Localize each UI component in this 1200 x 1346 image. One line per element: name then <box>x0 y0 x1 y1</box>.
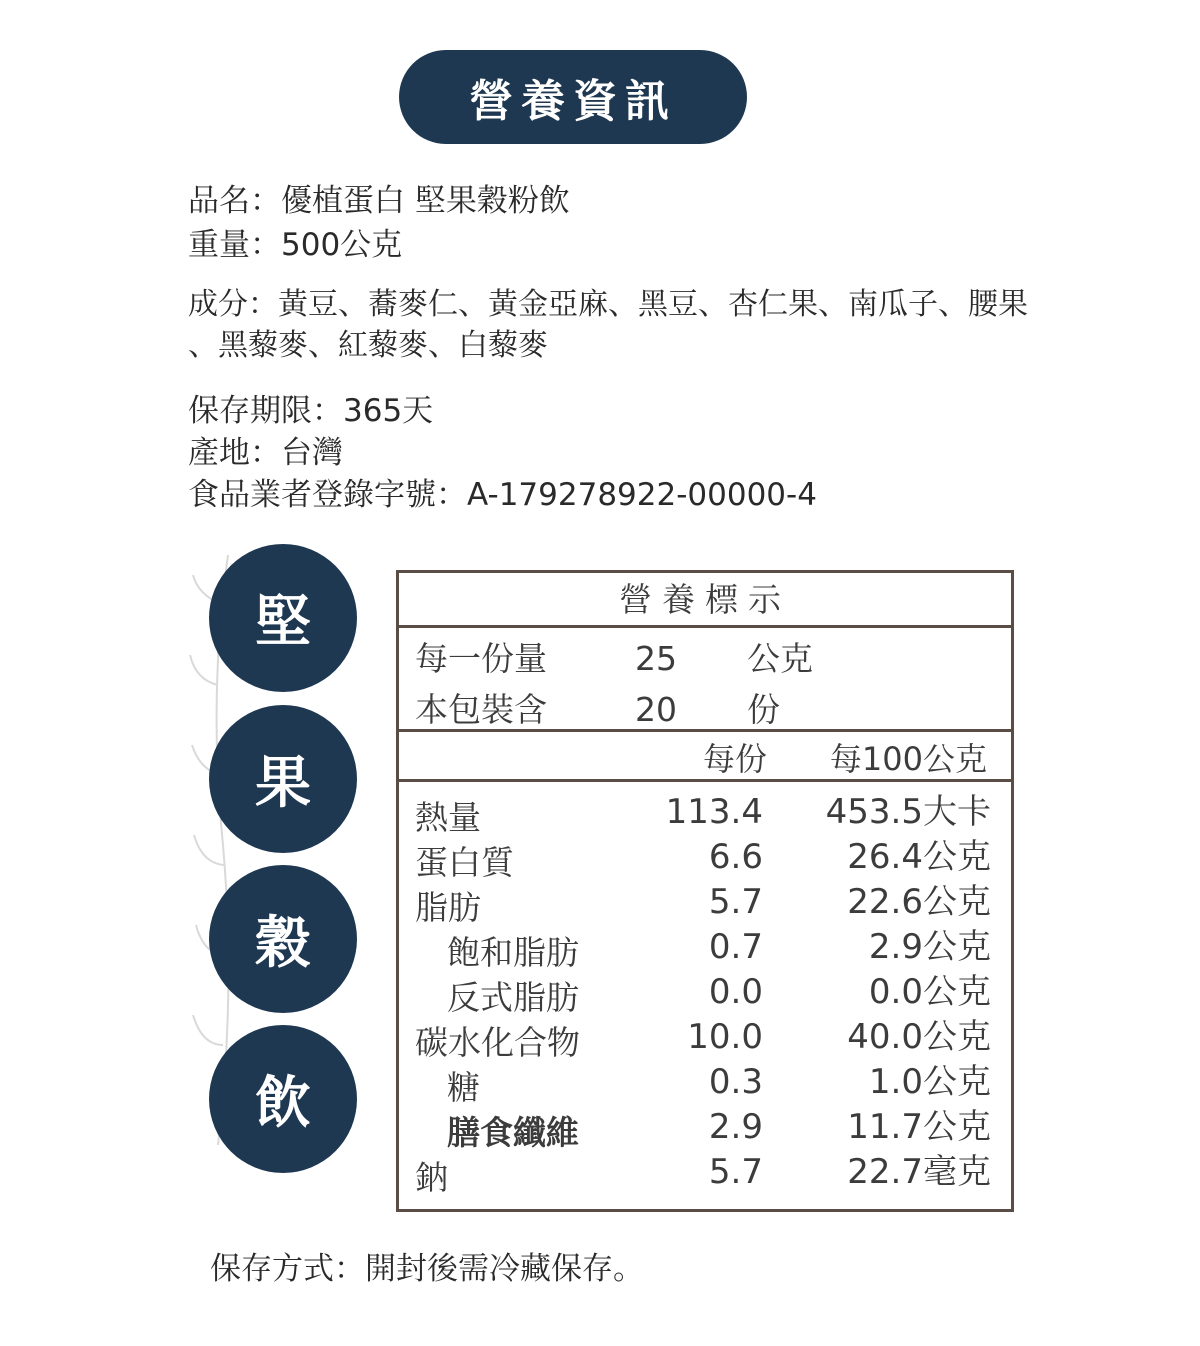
badge-fruit: 果 <box>209 705 357 853</box>
serving-size-unit: 公克 <box>747 639 813 678</box>
nutrition-table-title: 營養標示 <box>619 580 791 619</box>
nutrient-per-100g-saturated-fat: 2.9公克 <box>868 927 991 967</box>
nutrient-per-100g-trans-fat: 0.0公克 <box>868 972 991 1012</box>
column-per-serving: 每份 <box>702 740 767 778</box>
badge-drink: 飲 <box>209 1025 357 1173</box>
ingredients <box>188 284 1038 366</box>
nutrient-label-energy: 熱量 <box>415 798 481 837</box>
servings-per-pack-label: 本包裝含 <box>415 690 547 729</box>
nutrient-per-serving-carbohydrate: 10.0 <box>687 1017 763 1057</box>
origin: 產地：台灣 <box>188 435 343 471</box>
nutrient-per-100g-carbohydrate: 40.0公克 <box>847 1017 991 1057</box>
nutrient-label-sugar: 糖 <box>447 1068 480 1107</box>
nutrient-per-serving-fat: 5.7 <box>708 882 763 922</box>
column-per-100g: 每100公克 <box>829 740 987 778</box>
badge-nut: 堅 <box>209 544 357 692</box>
ingredients-line-2: 、黑藜麥、紅藜麥、白藜麥 <box>188 328 548 363</box>
divider <box>399 729 1011 732</box>
nutrient-per-serving-sugar: 0.3 <box>708 1062 763 1102</box>
nutrient-label-trans-fat: 反式脂肪 <box>447 978 579 1017</box>
divider <box>399 625 1011 628</box>
servings-per-pack-unit: 份 <box>747 690 780 729</box>
servings-per-pack-value: 20 <box>635 690 677 729</box>
nutrient-label-dietary-fiber: 膳食纖維 <box>447 1113 579 1152</box>
nutrient-per-100g-dietary-fiber: 11.7公克 <box>847 1107 991 1147</box>
serving-size-label: 每一份量 <box>415 639 547 678</box>
registration-number: 食品業者登錄字號：A-179278922-00000-4 <box>188 477 817 513</box>
nutrient-label-carbohydrate: 碳水化合物 <box>415 1023 580 1062</box>
nutrient-label-sodium: 鈉 <box>415 1158 448 1197</box>
nutrient-per-serving-trans-fat: 0.0 <box>708 972 763 1012</box>
page-title: 營養資訊 <box>399 50 747 144</box>
storage-instructions: 保存方式：開封後需冷藏保存。 <box>210 1251 644 1287</box>
nutrient-label-saturated-fat: 飽和脂肪 <box>447 933 579 972</box>
nutrient-per-100g-energy: 453.5大卡 <box>825 792 991 832</box>
nutrition-facts-table <box>396 570 1014 1212</box>
shelf-life: 保存期限：365天 <box>188 393 434 429</box>
nutrient-per-100g-protein: 26.4公克 <box>847 837 991 877</box>
nutrient-per-100g-sugar: 1.0公克 <box>868 1062 991 1102</box>
nutrient-label-fat: 脂肪 <box>415 888 481 927</box>
divider <box>399 779 1011 782</box>
nutrient-label-protein: 蛋白質 <box>415 843 514 882</box>
nutrient-per-100g-sodium: 22.7毫克 <box>847 1152 991 1192</box>
nutrient-per-100g-fat: 22.6公克 <box>847 882 991 922</box>
nutrient-per-serving-protein: 6.6 <box>708 837 763 877</box>
badge-grain: 穀 <box>209 865 357 1013</box>
ingredients-line-1: 成分：黃豆、蕎麥仁、黃金亞麻、黑豆、杏仁果、南瓜子、腰果 <box>188 287 1028 322</box>
serving-size-value: 25 <box>635 639 677 678</box>
nutrient-per-serving-saturated-fat: 0.7 <box>708 927 763 967</box>
product-weight: 重量：500公克 <box>188 227 403 263</box>
product-name: 品名：優植蛋白 堅果穀粉飲 <box>188 183 570 219</box>
nutrient-per-serving-sodium: 5.7 <box>708 1152 763 1192</box>
nutrient-per-serving-energy: 113.4 <box>665 792 763 832</box>
nutrient-per-serving-dietary-fiber: 2.9 <box>708 1107 763 1147</box>
